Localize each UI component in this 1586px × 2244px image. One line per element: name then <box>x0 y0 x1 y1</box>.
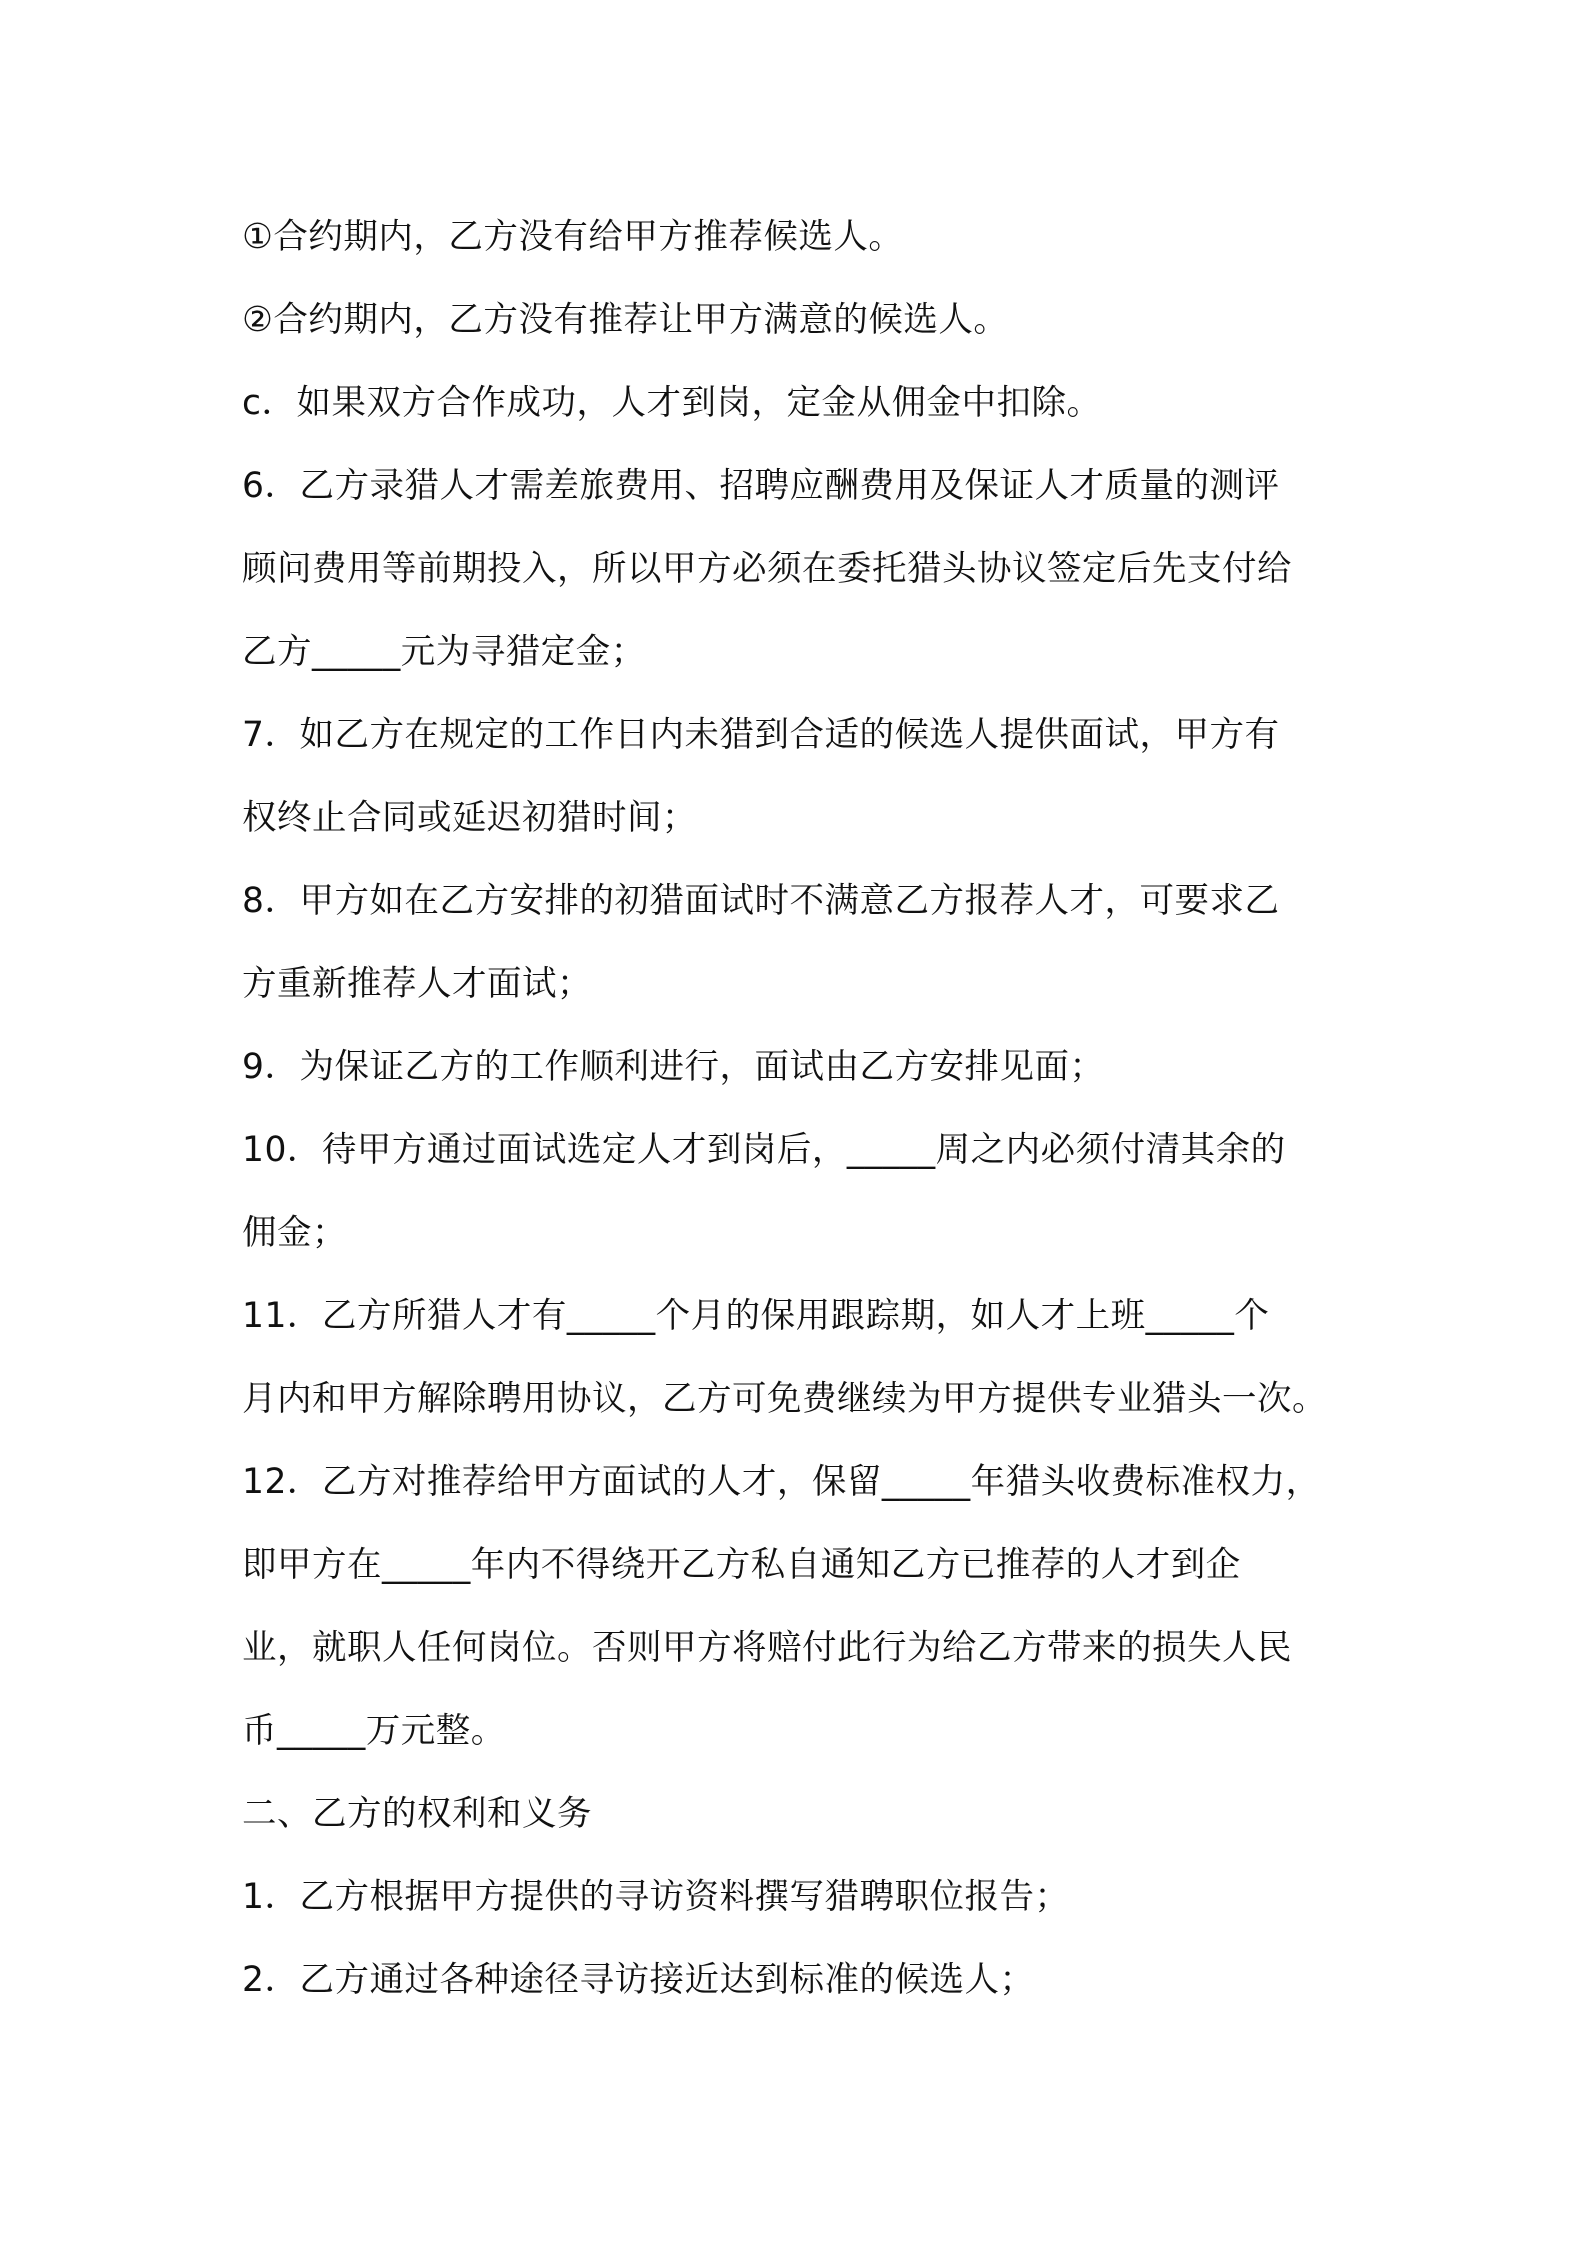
text-line: 11．乙方所猎人才有_____个月的保用跟踪期，如人才上班_____个 <box>242 1296 1270 1336</box>
text-line: 币_____万元整。 <box>242 1711 506 1751</box>
text-line: ②合约期内，乙方没有推荐让甲方满意的候选人。 <box>242 300 1009 340</box>
text-line: 8．甲方如在乙方安排的初猎面试时不满意乙方报荐人才，可要求乙 <box>242 881 1280 921</box>
text-line: 9．为保证乙方的工作顺利进行，面试由乙方安排见面； <box>242 1047 1105 1087</box>
text-line: 6．乙方录猎人才需差旅费用、招聘应酬费用及保证人才质量的测评 <box>242 466 1280 506</box>
text-line: 12．乙方对推荐给甲方面试的人才，保留_____年猎头收费标准权力， <box>242 1462 1321 1502</box>
text-line: 月内和甲方解除聘用协议，乙方可免费继续为甲方提供专业猎头一次。 <box>242 1379 1327 1419</box>
text-line: 佣金； <box>242 1213 347 1253</box>
text-line: 方重新推荐人才面试； <box>242 964 592 1004</box>
text-line: 7．如乙方在规定的工作日内未猎到合适的候选人提供面试，甲方有 <box>242 715 1280 755</box>
text-line: 权终止合同或延迟初猎时间； <box>242 798 697 838</box>
text-line: 业，就职人任何岗位。否则甲方将赔付此行为给乙方带来的损失人民 <box>242 1628 1292 1668</box>
text-line: 乙方_____元为寻猎定金； <box>242 632 646 672</box>
text-line: 10．待甲方通过面试选定人才到岗后，_____周之内必须付清其余的 <box>242 1130 1286 1170</box>
document-body <box>242 196 1402 2022</box>
text-line: 即甲方在_____年内不得绕开乙方私自通知乙方已推荐的人才到企 <box>242 1545 1241 1585</box>
text-line: c．如果双方合作成功，人才到岗，定金从佣金中扣除。 <box>242 383 1102 423</box>
text-line: 2．乙方通过各种途径寻访接近达到标准的候选人； <box>242 1960 1035 2000</box>
text-line: 1．乙方根据甲方提供的寻访资料撰写猎聘职位报告； <box>242 1877 1070 1917</box>
text-line: 顾问费用等前期投入，所以甲方必须在委托猎头协议签定后先支付给 <box>242 549 1292 589</box>
text-line: ①合约期内，乙方没有给甲方推荐候选人。 <box>242 217 904 257</box>
section-heading: 二、乙方的权利和义务 <box>242 1794 592 1834</box>
